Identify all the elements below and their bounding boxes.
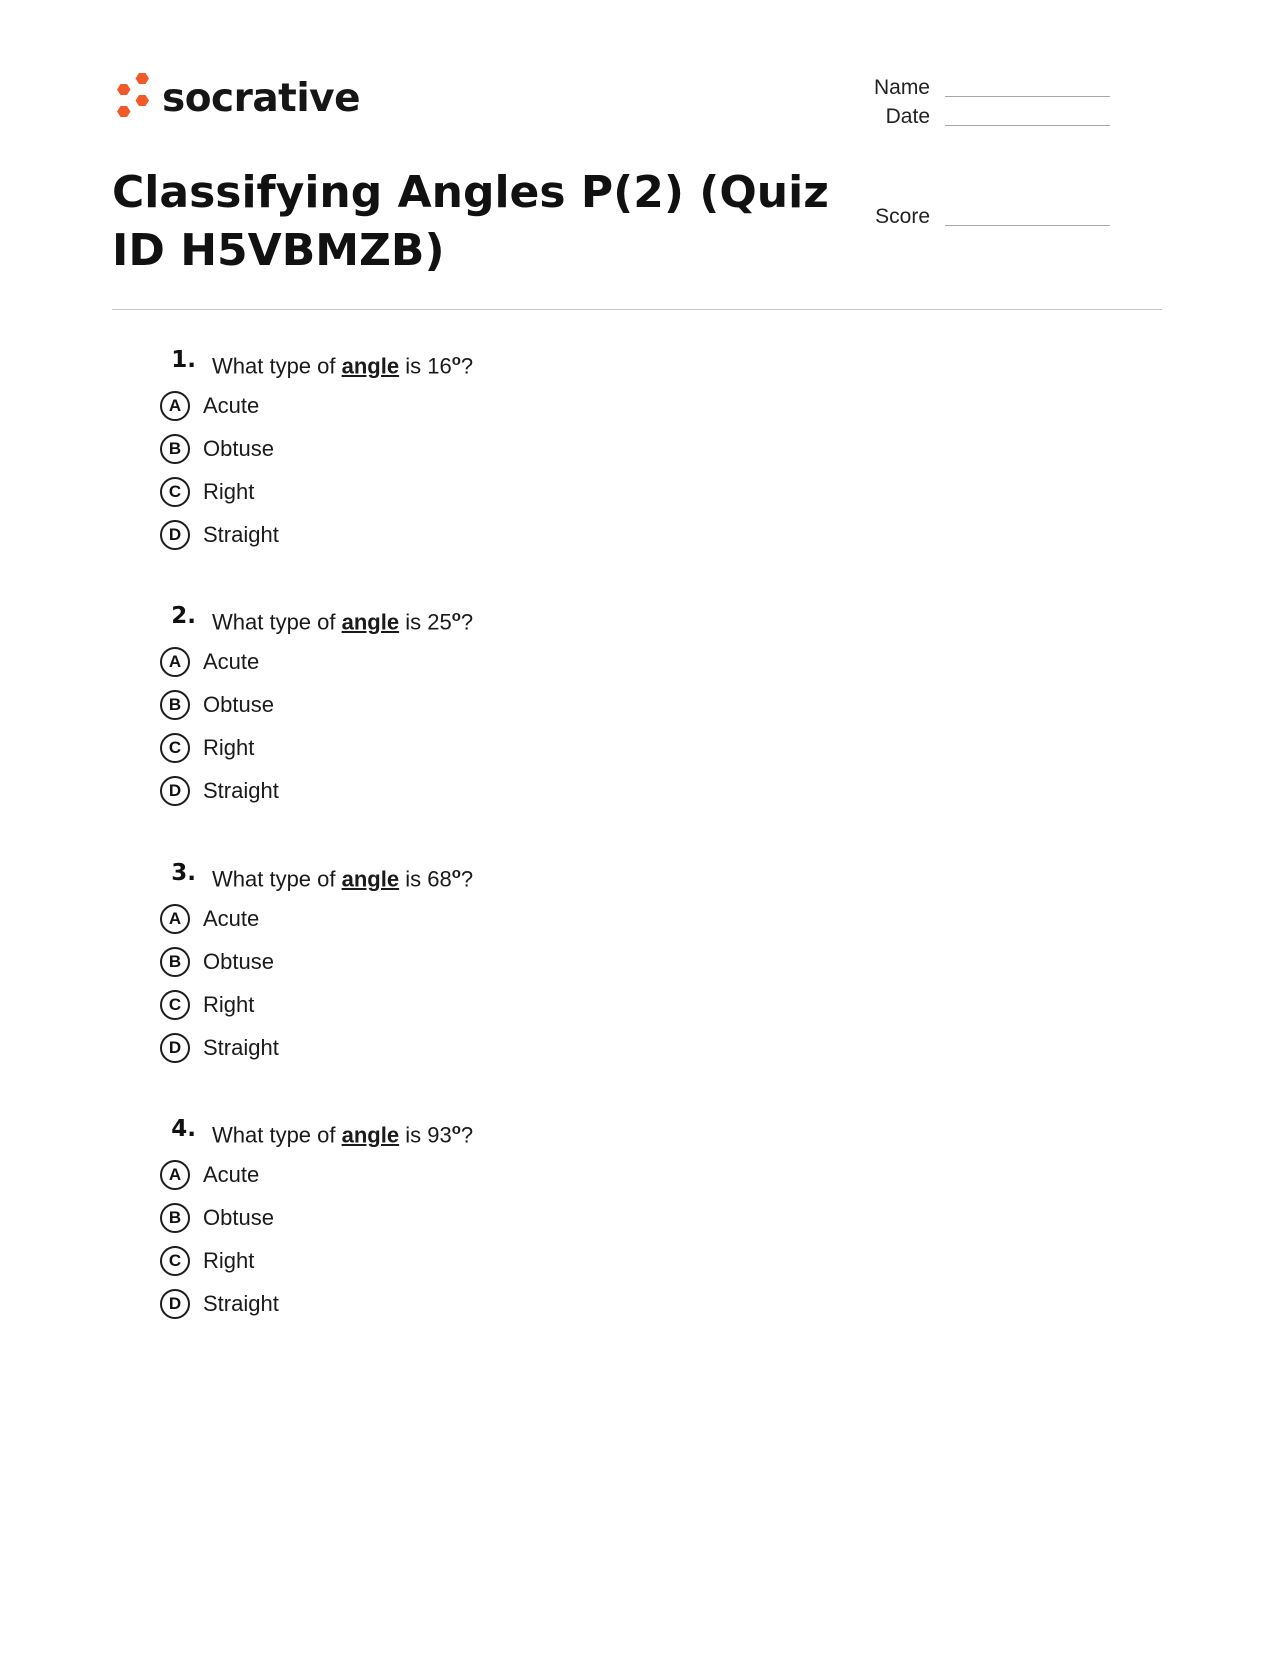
- option-bubble[interactable]: C: [160, 733, 190, 763]
- question-text: What type of angle is 25$^o$?: [212, 607, 474, 634]
- option-label: Straight: [203, 1034, 279, 1060]
- name-field: [820, 76, 1110, 100]
- date-label: Date: [885, 105, 930, 128]
- question-text: What type of angle is 68$^o$?: [212, 864, 474, 891]
- header-divider: [112, 309, 1162, 310]
- option-bubble[interactable]: A: [160, 904, 190, 934]
- question-number: 4.: [171, 1116, 196, 1142]
- option-label: Right: [203, 991, 255, 1017]
- option-d[interactable]: [160, 1026, 860, 1069]
- option-bubble[interactable]: B: [160, 1203, 190, 1233]
- question-4: [160, 1113, 860, 1325]
- option-label: Right: [203, 478, 255, 504]
- question-number: 1.: [171, 347, 196, 373]
- name-label: Name: [873, 76, 930, 99]
- keyword-angle: angle: [341, 609, 400, 634]
- option-b[interactable]: [160, 940, 860, 983]
- option-bubble[interactable]: B: [160, 434, 190, 464]
- option-bubble[interactable]: C: [160, 1246, 190, 1276]
- question-1: [160, 344, 860, 556]
- option-bubble[interactable]: A: [160, 391, 190, 421]
- question-text: What type of angle is 16$^o$?: [212, 351, 474, 378]
- option-bubble[interactable]: C: [160, 477, 190, 507]
- question-number: 3.: [171, 860, 196, 886]
- option-d[interactable]: [160, 769, 860, 812]
- keyword-angle: angle: [341, 353, 400, 378]
- option-bubble[interactable]: A: [160, 647, 190, 677]
- brand-name: socrative: [162, 75, 361, 121]
- score-line[interactable]: [945, 225, 1110, 226]
- question-text: What type of angle is 93$^o$?: [212, 1120, 474, 1147]
- question-header: [160, 1113, 860, 1149]
- quiz-title: Classifying Angles P(2) (Quiz ID H5VBMZB): [112, 167, 829, 276]
- option-label: Right: [203, 734, 255, 760]
- date-line[interactable]: [945, 125, 1110, 126]
- option-list: [160, 384, 860, 556]
- option-label: Straight: [203, 521, 279, 547]
- name-line[interactable]: [945, 96, 1110, 97]
- option-bubble[interactable]: D: [160, 520, 190, 550]
- option-bubble[interactable]: D: [160, 1033, 190, 1063]
- option-label: Obtuse: [203, 691, 274, 717]
- question-header: [160, 600, 860, 636]
- option-a[interactable]: [160, 1153, 860, 1196]
- option-bubble[interactable]: B: [160, 690, 190, 720]
- keyword-angle: angle: [341, 866, 400, 891]
- option-c[interactable]: [160, 983, 860, 1026]
- question-header: [160, 857, 860, 893]
- socrative-logo: [112, 72, 360, 124]
- option-label: Straight: [203, 1290, 279, 1316]
- question-number: 2.: [171, 603, 196, 629]
- option-label: Acute: [203, 905, 260, 931]
- option-label: Straight: [203, 777, 279, 803]
- option-a[interactable]: [160, 640, 860, 683]
- option-c[interactable]: [160, 1239, 860, 1282]
- keyword-angle: angle: [341, 1122, 400, 1147]
- option-a[interactable]: [160, 897, 860, 940]
- option-bubble[interactable]: D: [160, 776, 190, 806]
- option-label: Acute: [203, 1161, 260, 1187]
- option-list: [160, 897, 860, 1069]
- option-bubble[interactable]: C: [160, 990, 190, 1020]
- option-bubble[interactable]: D: [160, 1289, 190, 1319]
- option-b[interactable]: [160, 683, 860, 726]
- option-label: Obtuse: [203, 948, 274, 974]
- option-a[interactable]: [160, 384, 860, 427]
- option-label: Obtuse: [203, 1204, 274, 1230]
- date-field: [820, 105, 1110, 129]
- option-list: [160, 640, 860, 812]
- degree-mark: o: [451, 1120, 461, 1138]
- degree-mark: o: [451, 864, 461, 882]
- option-label: Obtuse: [203, 435, 274, 461]
- option-d[interactable]: [160, 1282, 860, 1325]
- question-2: [160, 600, 860, 812]
- option-b[interactable]: [160, 1196, 860, 1239]
- option-b[interactable]: [160, 427, 860, 470]
- question-header: [160, 344, 860, 380]
- option-d[interactable]: [160, 513, 860, 556]
- degree-mark: o: [451, 607, 461, 625]
- socrative-hexagon-icon: [112, 73, 152, 123]
- option-bubble[interactable]: A: [160, 1160, 190, 1190]
- score-label: Score: [875, 205, 930, 228]
- option-bubble[interactable]: B: [160, 947, 190, 977]
- option-c[interactable]: [160, 726, 860, 769]
- option-list: [160, 1153, 860, 1325]
- option-c[interactable]: [160, 470, 860, 513]
- option-label: Acute: [203, 392, 260, 418]
- score-field: [820, 205, 1110, 229]
- degree-mark: o: [451, 351, 461, 369]
- option-label: Acute: [203, 648, 260, 674]
- question-3: [160, 857, 860, 1069]
- option-label: Right: [203, 1247, 255, 1273]
